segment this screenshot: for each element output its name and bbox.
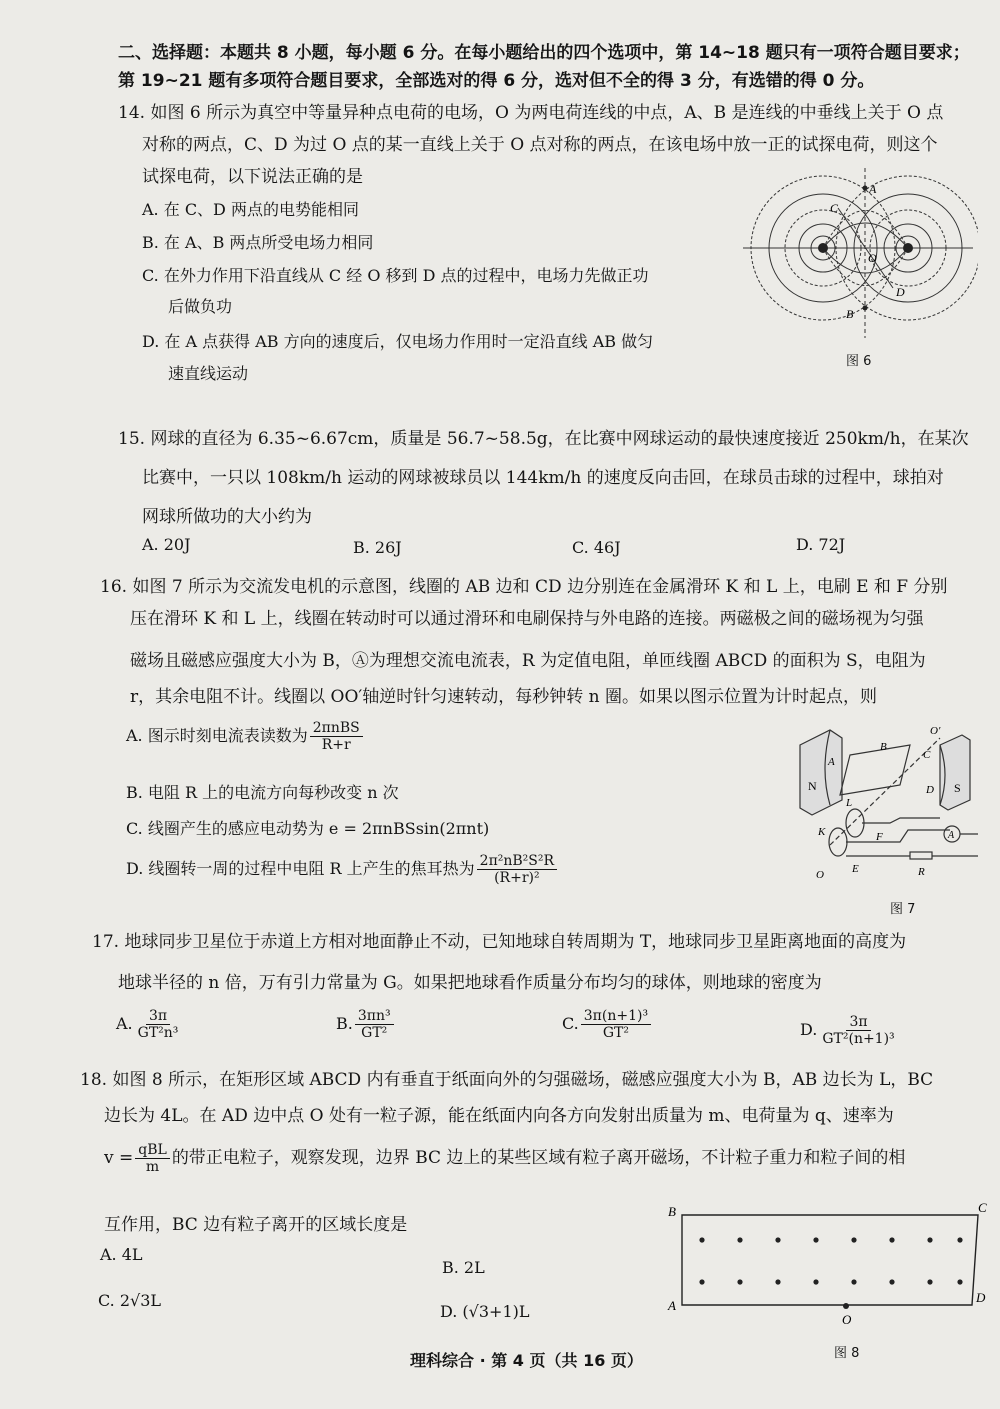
q18-option-c: C. 2√3L: [98, 1291, 162, 1310]
fig7-label-l: L: [846, 797, 853, 809]
q16-option-b: B. 电阻 R 上的电流方向每秒改变 n 次: [126, 783, 399, 802]
fig6-label-c: C: [830, 201, 839, 215]
q18-velocity-symbol: v =: [104, 1148, 134, 1168]
q16-option-d-text: D. 线圈转一周的过程中电阻 R 上产生的焦耳热为: [126, 859, 475, 878]
q17-option-d-fraction: [819, 1014, 897, 1047]
fig6-label-d: D: [896, 285, 905, 299]
page-footer: 理科综合 · 第 4 页（共 16 页）: [410, 1351, 643, 1370]
fig7-label-o: O: [816, 869, 824, 881]
q14-option-d-line2: 速直线运动: [168, 364, 249, 383]
q14-stem-line1: 14. 如图 6 所示为真空中等量异种点电荷的电场，O 为两电荷连线的中点，A、B 是连线的中垂线上关于 O 点: [118, 103, 944, 123]
figure-7-generator: [790, 720, 980, 890]
q16-option-a-text: A. 图示时刻电流表读数为: [126, 726, 308, 745]
fig7-label-b: B: [880, 741, 887, 753]
q16-stem-line4: r，其余电阻不计。线圈以 OO′轴逆时针匀速转动，每秒钟转 n 圈。如果以图示位置为计时起点，则: [130, 687, 878, 707]
figure-7-caption: 图 7: [890, 902, 916, 917]
q18-stem-line2: 边长为 4L。在 AD 边中点 O 处有一粒子源，能在纸面内向各方向发射出质量为 m、电荷量为 q、速率为: [104, 1106, 894, 1126]
q18-velocity-numerator: qBL: [135, 1142, 170, 1159]
q16-option-a: [126, 720, 365, 753]
section-header-line2: 第 19~21 题有多项符合题目要求，全部选对的得 6 分，选对但不全的得 3 分，有选错的得 0 分。: [118, 71, 875, 91]
fig8-label-b: B: [668, 1204, 676, 1219]
q17-c-denominator: GT²: [602, 1025, 629, 1041]
q14-option-d-line1: D. 在 A 点获得 AB 方向的速度后，仅电场力作用时一定沿直线 AB 做匀: [142, 332, 654, 351]
q15-option-a: A. 20J: [142, 535, 191, 554]
q17-option-c: [562, 1008, 653, 1041]
figure-8-caption: 图 8: [834, 1346, 860, 1361]
fig7-label-s: S: [954, 781, 961, 795]
q14-stem-line2: 对称的两点，C、D 为过 O 点的某一直线上关于 O 点对称的两点，在该电场中放一正的试探电荷，则这个: [142, 135, 938, 155]
q17-b-numerator: 3πn³: [355, 1008, 394, 1025]
fig7-label-r: R: [918, 866, 925, 878]
q17-option-a: [116, 1008, 183, 1041]
q15-option-b: B. 26J: [353, 538, 402, 557]
q15-option-d: D. 72J: [796, 535, 846, 554]
q16-a-numerator: 2πnBS: [310, 720, 363, 737]
q14-option-b: B. 在 A、B 两点所受电场力相同: [142, 233, 374, 252]
q17-c-numerator: 3π(n+1)³: [581, 1008, 651, 1025]
q17-option-b: [336, 1008, 396, 1041]
q14-option-a: A. 在 C、D 两点的电势能相同: [142, 200, 359, 219]
q18-stem-line1: 18. 如图 8 所示，在矩形区域 ABCD 内有垂直于纸面向外的匀强磁场，磁感应强度大小为 B，AB 边长为 L，BC: [80, 1070, 934, 1090]
q17-a-denominator: GT²n³: [137, 1025, 179, 1041]
fig7-label-f: F: [876, 831, 883, 843]
q17-option-d: [800, 1014, 900, 1047]
q18-stem-line3-text: 的带正电粒子，观察发现，边界 BC 边上的某些区域有粒子离开磁场，不计粒子重力和粒子间的相: [171, 1148, 906, 1168]
fig7-label-ammeter: A: [948, 830, 955, 841]
fig7-label-k: K: [818, 826, 826, 838]
q17-d-numerator: 3π: [846, 1014, 870, 1031]
q16-option-a-fraction: [310, 720, 363, 753]
q14-option-c-line1: C. 在外力作用下沿直线从 C 经 O 移到 D 点的过程中，电场力先做正功: [142, 266, 649, 285]
q17-option-d-label: D.: [800, 1020, 818, 1039]
q17-stem-line1: 17. 地球同步卫星位于赤道上方相对地面静止不动，已知地球自转周期为 T，地球同步卫星距离地面的高度为: [92, 932, 907, 952]
q17-option-c-fraction: [581, 1008, 651, 1041]
q18-option-b: B. 2L: [442, 1258, 485, 1277]
q16-d-numerator: 2π²nB²S²R: [477, 853, 557, 870]
figure-8-magnetic-field: [660, 1200, 990, 1340]
fig7-label-c: C: [923, 749, 931, 761]
q14-stem-line3: 试探电荷，以下说法正确的是: [142, 167, 363, 187]
q16-d-denominator: (R+r)²: [494, 870, 540, 886]
q16-stem-line1: 16. 如图 7 所示为交流发电机的示意图，线圈的 AB 边和 CD 边分别连在金属滑环 K 和 L 上，电刷 E 和 F 分别: [100, 577, 948, 597]
q14-option-c-line2: 后做负功: [168, 297, 233, 316]
q17-a-numerator: 3π: [146, 1008, 170, 1025]
fig8-label-c: C: [978, 1200, 987, 1215]
q15-stem-line2: 比赛中，一只以 108km/h 运动的网球被球员以 144km/h 的速度反向击回，在球员击球的过程中，球拍对: [142, 468, 944, 488]
q17-option-a-fraction: [135, 1008, 182, 1041]
fig7-label-o-prime: O′: [930, 725, 941, 737]
fig8-label-d: D: [976, 1290, 986, 1305]
q16-option-c: C. 线圈产生的感应电动势为 e = 2πnBSsin(2πnt): [126, 819, 490, 838]
q15-option-c: C. 46J: [572, 538, 621, 557]
q16-stem-line2: 压在滑环 K 和 L 上，线圈在转动时可以通过滑环和电刷保持与外电路的连接。两磁极之间的磁场视为匀强: [130, 609, 924, 629]
q18-velocity-denominator: m: [145, 1159, 160, 1175]
q17-stem-line2: 地球半径的 n 倍，万有引力常量为 G。如果把地球看作质量分布均匀的球体，则地球的密度为: [118, 973, 822, 993]
q17-option-c-label: C.: [562, 1014, 579, 1033]
q18-option-a: A. 4L: [100, 1245, 143, 1264]
q16-a-denominator: R+r: [321, 737, 351, 753]
figure-6-caption: 图 6: [846, 354, 872, 369]
fig7-label-a: A: [828, 756, 835, 768]
q18-stem-line3: [104, 1142, 905, 1175]
q16-option-d: [126, 853, 559, 886]
figure-6-electric-field: [738, 168, 978, 340]
section-header-line1: 二、选择题：本题共 8 小题，每小题 6 分。在每小题给出的四个选项中，第 14~18 题只有一项符合题目要求；: [118, 43, 970, 63]
q17-option-b-label: B.: [336, 1014, 353, 1033]
q17-b-denominator: GT²: [361, 1025, 388, 1041]
q17-d-denominator: GT²(n+1)³: [822, 1031, 895, 1047]
fig7-label-n: N: [808, 779, 817, 793]
fig8-label-o: O: [842, 1312, 852, 1327]
q16-stem-line3: 磁场且磁感应强度大小为 B，Ⓐ为理想交流电流表，R 为定值电阻，单匝线圈 ABCD 的面积为 S，电阻为: [130, 651, 926, 671]
q18-velocity-fraction: [135, 1142, 170, 1175]
q18-stem-line4: 互作用，BC 边有粒子离开的区域长度是: [104, 1215, 408, 1235]
fig6-label-a: A: [869, 182, 877, 196]
q15-stem-line3: 网球所做功的大小约为: [142, 507, 312, 527]
fig8-label-a: A: [668, 1298, 676, 1313]
fig6-label-o: O: [868, 251, 877, 265]
q17-option-b-fraction: [355, 1008, 394, 1041]
fig7-label-e: E: [852, 863, 859, 875]
fig6-label-b: B: [846, 307, 854, 321]
q15-stem-line1: 15. 网球的直径为 6.35~6.67cm，质量是 56.7~58.5g，在比赛中网球运动的最快速度接近 250km/h，在某次: [118, 429, 969, 449]
fig7-label-d: D: [926, 784, 934, 796]
q18-option-d: D. (√3+1)L: [440, 1302, 530, 1321]
q16-option-d-fraction: [477, 853, 557, 886]
q17-option-a-label: A.: [116, 1014, 133, 1033]
